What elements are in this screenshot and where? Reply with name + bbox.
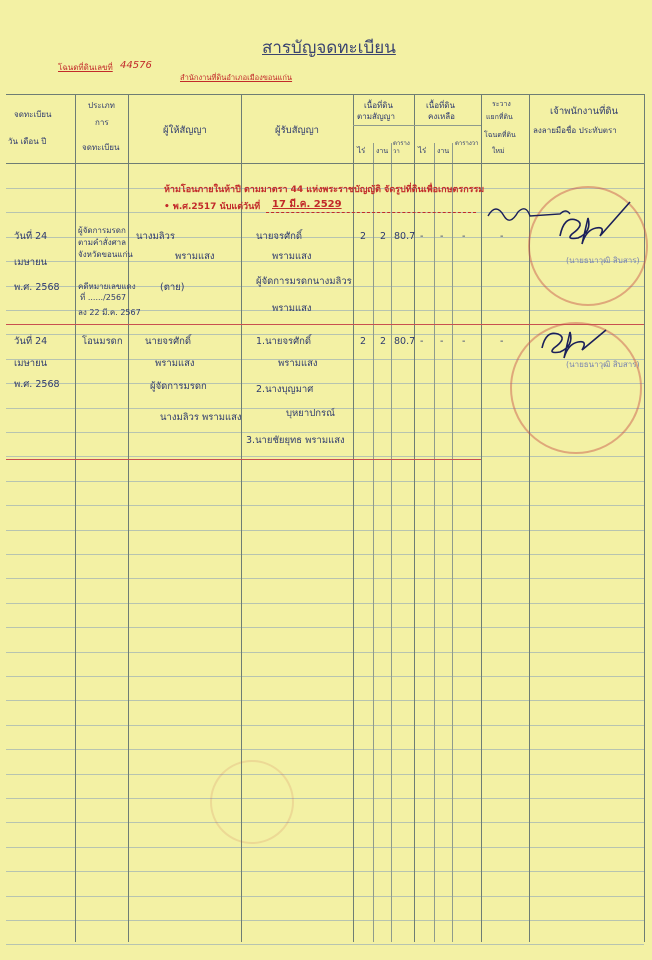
deed-label: โฉนดที่ดินเลขที่ xyxy=(58,63,113,72)
entry-2-grantee-4: บุหยาปกรณ์ xyxy=(286,408,335,419)
ruled-line xyxy=(6,456,644,457)
entry-1-day: วันที่ 24 xyxy=(14,231,48,242)
header-type-3: จดทะเบียน xyxy=(82,143,120,152)
ruled-line xyxy=(6,481,644,482)
ruled-line xyxy=(6,896,644,897)
col-line-6 xyxy=(391,143,392,942)
entry-1-official-stamp: (นายธนาวุฒิ สิบสาร) xyxy=(566,256,640,265)
entry-2-rem-wa: - xyxy=(462,336,466,347)
header-top-line xyxy=(6,94,644,95)
header-area-remain-2: คงเหลือ xyxy=(428,112,455,121)
entry-1-month: เมษายน xyxy=(14,257,48,268)
entry-1-type-3: จังหวัดขอนแก่น xyxy=(78,250,133,259)
office-label: สำนักงานที่ดินอำเภอเมืองขอนแก่น xyxy=(180,73,293,82)
header-area-contract: เนื้อที่ดิน xyxy=(364,101,393,110)
header-official-2: ลงลายมือชื่อ ประทับตรา xyxy=(533,126,617,135)
prohibition-line-2: • พ.ศ.2517 นับแต่วันที่ xyxy=(164,202,261,212)
header-date-sub: วัน เดือน ปี xyxy=(8,137,47,146)
entry-1-newdeed: - xyxy=(500,231,504,242)
entry-1-type-2: ตามคำสั่งศาล xyxy=(78,238,127,247)
ruled-line xyxy=(6,847,644,848)
entry-2-grantee-5: 3.นายชัยยุทธ พรามแสง xyxy=(246,435,345,446)
page-title: สารบัญจดทะเบียน xyxy=(262,38,396,58)
ruled-line xyxy=(6,530,644,531)
entry-2-grantor-4: นางมลิวร พรามแสง xyxy=(160,412,242,423)
ruled-line xyxy=(6,774,644,775)
signature-2 xyxy=(530,318,640,378)
entry-2-rem-ngan: - xyxy=(440,336,444,347)
prohibition-date: 17 มี.ค. 2529 xyxy=(272,199,342,210)
entry-2-official-stamp: (นายธนาวุฒิ สิบสาร) xyxy=(566,360,640,369)
header-date: จดทะเบียน xyxy=(14,110,52,119)
header-area-remain: เนื้อที่ดิน xyxy=(426,101,455,110)
entry-1-rem-ngan: - xyxy=(440,231,444,242)
header-area-contract-2: ตามสัญญา xyxy=(357,112,395,121)
entry-1-grantee-4: พรามแสง xyxy=(272,303,312,314)
ruled-line xyxy=(6,700,644,701)
entry-2-grantor-2: พรามแสง xyxy=(155,358,195,369)
col-line-4 xyxy=(353,94,354,942)
ruled-line xyxy=(6,920,644,921)
col-line-7 xyxy=(414,94,415,942)
deed-number: 44576 xyxy=(120,60,152,71)
faded-seal xyxy=(210,760,294,844)
entry-separator-2 xyxy=(6,459,481,460)
entry-2-grantor-1: นายจรศักดิ์ xyxy=(145,336,192,347)
entry-2-grantee-2: พรามแสง xyxy=(278,358,318,369)
unit-rai-2: ไร่ xyxy=(418,146,427,155)
unit-ngan-2: งาน xyxy=(437,147,450,155)
col-line-1 xyxy=(75,94,76,942)
entry-1-type-5: ที่ ....../2567 xyxy=(80,293,127,302)
entry-1-wa: 80.7 xyxy=(394,231,416,242)
header-newdeed-3: โฉนดที่ดิน xyxy=(484,131,516,139)
header-type-2: การ xyxy=(95,118,109,127)
entry-1-grantor-2: พรามแสง xyxy=(175,251,215,262)
ruled-line xyxy=(6,871,644,872)
entry-1-grantee-1: นายจรศักดิ์ xyxy=(256,231,303,242)
entry-2-grantee-3: 2.นางบุญมาศ xyxy=(256,384,314,395)
entry-1-grantee-2: พรามแสง xyxy=(272,251,312,262)
prohibition-underline xyxy=(266,212,476,213)
entry-1-grantee-3: ผู้จัดการมรดกนางมลิวร xyxy=(256,276,352,287)
ruled-line xyxy=(6,627,644,628)
ruled-line xyxy=(6,603,644,604)
ruled-line xyxy=(6,725,644,726)
ruled-line xyxy=(6,505,644,506)
entry-2-wa: 80.7 xyxy=(394,336,416,347)
col-line-2 xyxy=(128,94,129,942)
ruled-line xyxy=(6,749,644,750)
entry-2-newdeed: - xyxy=(500,336,504,347)
entry-2-grantor-3: ผู้จัดการมรดก xyxy=(150,381,207,392)
header-type: ประเภท xyxy=(88,101,115,110)
unit-ngan-1: งาน xyxy=(376,147,389,155)
entry-2-type-1: โอนมรดก xyxy=(82,336,123,347)
ruled-line xyxy=(6,798,644,799)
ruled-line xyxy=(6,554,644,555)
col-line-12 xyxy=(644,94,645,942)
entry-1-grantor-1: นางมลิวร xyxy=(136,231,175,242)
entry-1-type-6: ลง 22 มี.ค. 2567 xyxy=(78,308,141,317)
entry-2-year: พ.ศ. 2568 xyxy=(14,379,60,390)
entry-2-day: วันที่ 24 xyxy=(14,336,48,347)
entry-2-grantee-1: 1.นายจรศักดิ์ xyxy=(256,336,312,347)
entry-1-rem-rai: - xyxy=(420,231,424,242)
signature-1 xyxy=(480,186,644,256)
entry-2-month: เมษายน xyxy=(14,358,48,369)
unit-wa-2: ตารางวา xyxy=(455,140,479,147)
entry-1-rai: 2 xyxy=(360,231,367,242)
ruled-line xyxy=(6,822,644,823)
header-grantor: ผู้ให้สัญญา xyxy=(163,125,207,136)
prohibition-line-1: ห้ามโอนภายในห้าปี ตามมาตรา 44 แห่งพระราชบัญญัติ จัดรูปที่ดินเพื่อเกษตรกรรม xyxy=(164,185,485,195)
ruled-line xyxy=(6,944,644,945)
col-line-5 xyxy=(373,143,374,942)
unit-wa-1: ตารางวา xyxy=(393,140,410,155)
header-official: เจ้าพนักงานที่ดิน xyxy=(550,106,619,117)
col-line-8 xyxy=(434,143,435,942)
header-grantee: ผู้รับสัญญา xyxy=(275,125,320,136)
header-newdeed-4: ใหม่ xyxy=(492,147,505,155)
entry-1-year: พ.ศ. 2568 xyxy=(14,282,60,293)
header-newdeed: ระวาง xyxy=(492,100,511,108)
area-subheader-line xyxy=(353,125,481,126)
header-bottom-line xyxy=(6,163,644,164)
entry-1-ngan: 2 xyxy=(380,231,387,242)
entry-2-ngan: 2 xyxy=(380,336,387,347)
col-line-9 xyxy=(452,143,453,942)
ruled-line xyxy=(6,578,644,579)
entry-2-rem-rai: - xyxy=(420,336,424,347)
entry-1-grantor-3: (ตาย) xyxy=(160,282,185,293)
entry-1-rem-wa: - xyxy=(462,231,466,242)
entry-2-rai: 2 xyxy=(360,336,367,347)
entry-1-type-1: ผู้จัดการมรดก xyxy=(78,226,126,235)
ruled-line xyxy=(6,676,644,677)
header-newdeed-2: แยกที่ดิน xyxy=(486,113,513,121)
ruled-line xyxy=(6,652,644,653)
entry-1-type-4: คดีหมายเลขแดง xyxy=(78,282,136,291)
unit-rai-1: ไร่ xyxy=(357,146,366,155)
